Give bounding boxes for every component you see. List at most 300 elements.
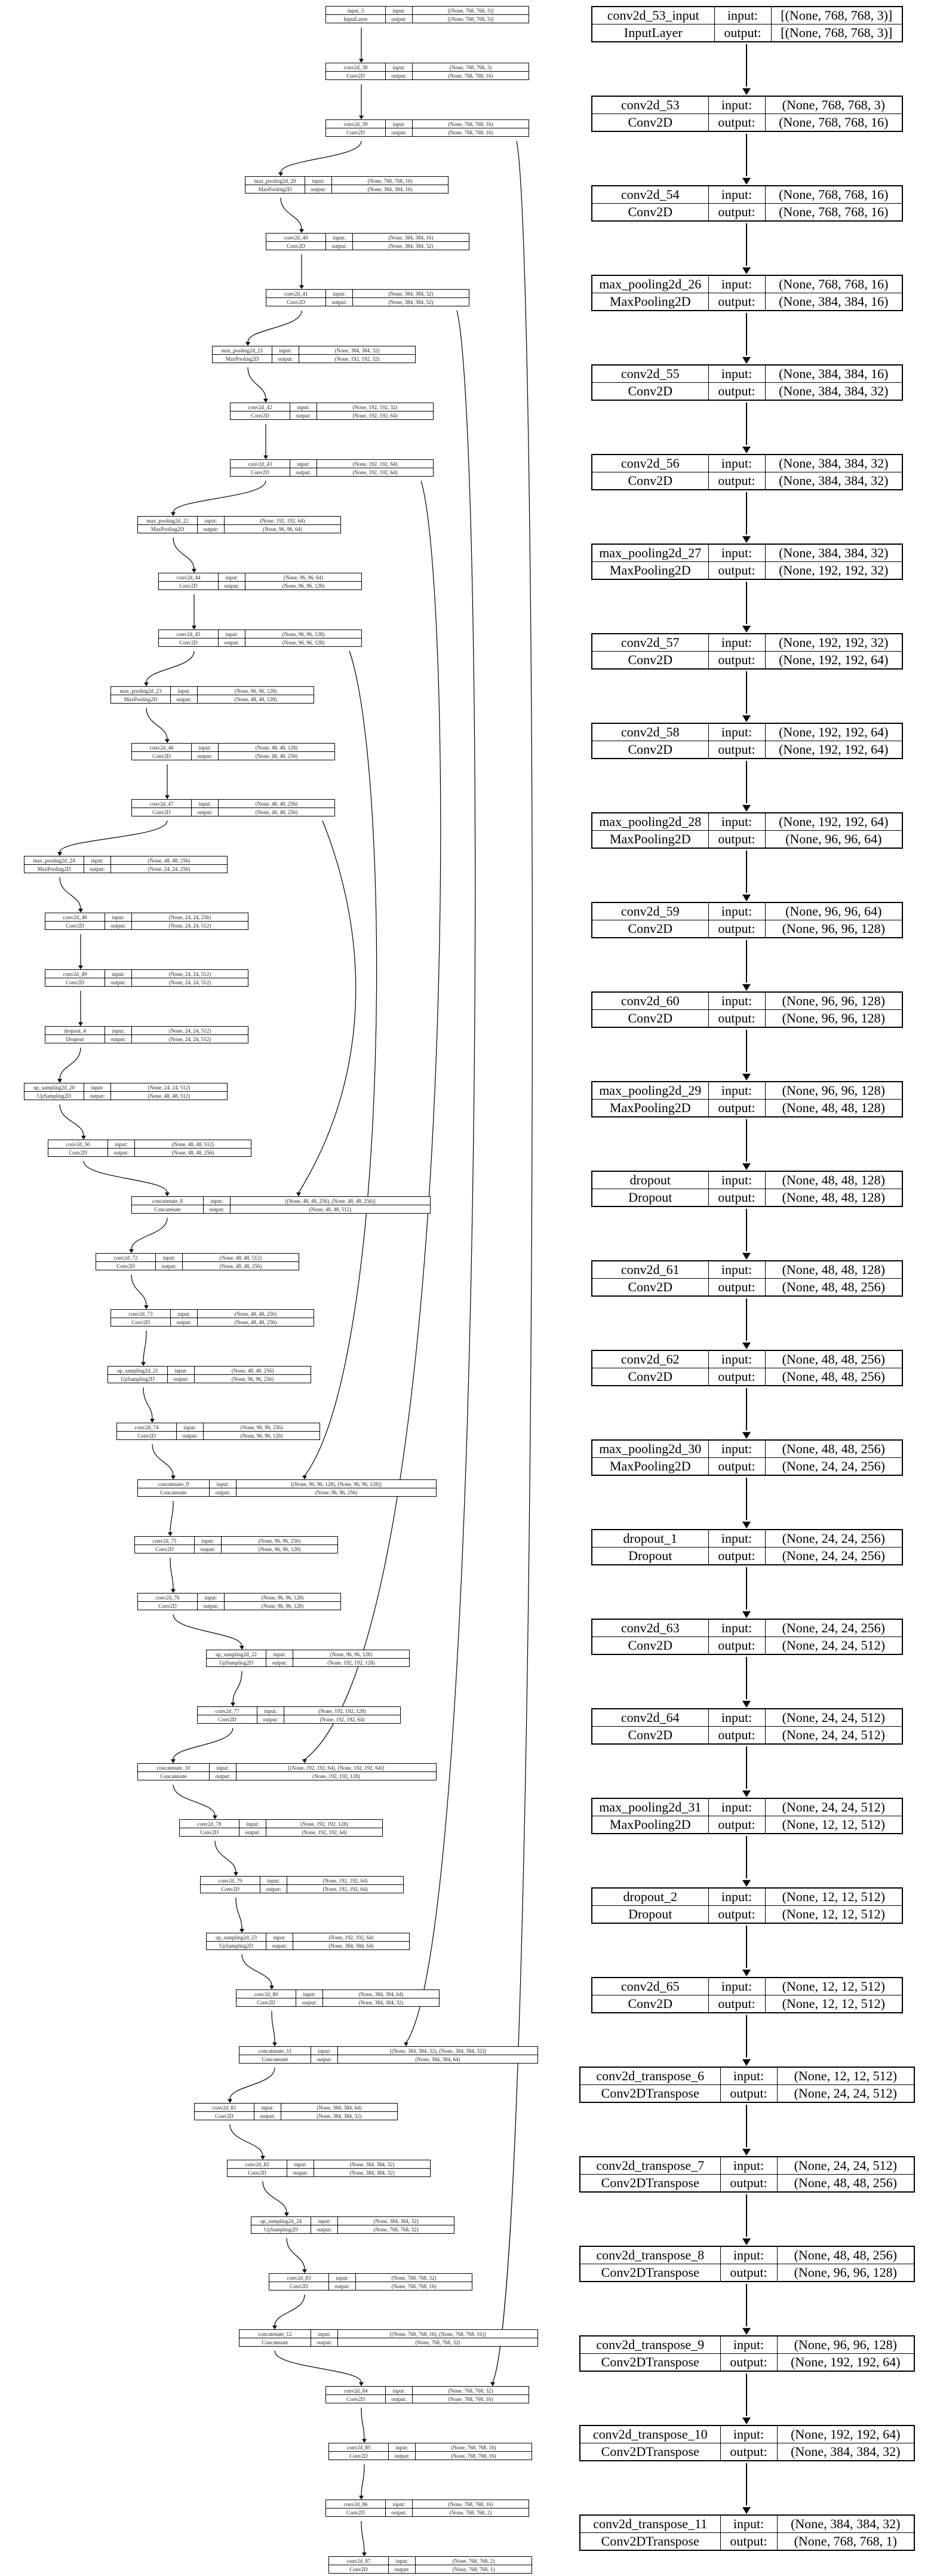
input-label: input: [105,1027,132,1035]
output-label: output: [386,2509,413,2517]
layer-name: concatenate_11 [239,2047,311,2055]
edge-left-11 [146,651,194,683]
input-label: input: [257,1707,284,1715]
edge-left-3 [281,198,302,229]
input-label: input: [156,1254,183,1262]
input-shape: (None, 48, 48, 256) [765,1440,902,1458]
layer-node-conv2d-75 [134,1536,338,1553]
output-label: output: [708,1279,765,1297]
edge-left-33 [236,1898,242,1929]
input-shape: (None, 384, 384, 16) [765,365,902,383]
edge-left-26 [170,1501,173,1533]
output-label: output: [389,2452,416,2460]
output-shape: (None, 96, 96, 64) [225,525,341,533]
input-label: input: [329,2274,356,2282]
layer-name: max_pooling2d_30 [592,1440,708,1458]
output-label: output: [708,1100,765,1117]
layer-type: Conv2D [592,1995,708,2013]
layer-type: Conv2DTranspose [580,2533,720,2551]
layer-name: conv2d_55 [592,365,708,383]
edge-left-12 [146,708,167,739]
input-shape: (None, 24, 24, 512) [132,1027,248,1035]
layer-type: Conv2D [592,1010,708,1028]
layer-name: max_pooling2d_31 [592,1798,708,1816]
edge-left-8 [173,481,266,512]
layer-type: Conv2D [592,652,708,670]
input-shape: (None, 96, 96, 128) [777,2336,914,2354]
output-shape: (None, 768, 768, 16) [413,2395,529,2403]
input-label: input: [386,7,413,15]
output-label: output: [708,1727,765,1745]
input-shape: (None, 384, 384, 64) [323,1990,440,1998]
layer-type: Conv2D [326,2395,386,2403]
arrow-right-16 [742,1522,751,1528]
output-shape: (None, 96, 96, 256) [195,1375,311,1383]
layer-node-concatenate-8 [131,1196,431,1214]
edge-left-30 [173,1728,233,1760]
layer-type: Dropout [592,1548,708,1565]
output-label: output: [296,1998,323,2007]
layer-name: max_pooling2d_27 [592,544,708,562]
edge-left-24 [143,1387,152,1419]
layer-node-conv2d-57 [591,633,903,670]
output-label: output: [708,383,765,401]
output-shape: (None, 24, 24, 256) [111,865,228,873]
input-shape: (None, 48, 48, 128) [219,744,335,752]
layer-name: conv2d_53_input [592,7,714,24]
output-shape: (None, 96, 96, 128) [777,2264,914,2282]
layer-node-dropout-1 [591,1529,903,1565]
input-shape: (None, 24, 24, 512) [132,970,248,978]
layer-name: conv2d_74 [117,1423,177,1432]
layer-node-conv2d-38 [325,63,529,80]
edge-left-43 [361,2464,364,2496]
output-shape: (None, 768, 768, 1) [777,2533,914,2551]
input-shape: (None, 768, 768, 16) [332,177,449,185]
output-label: output: [254,2112,281,2120]
input-label: input: [296,1990,323,1998]
input-shape: (None, 384, 384, 64) [281,2104,398,2112]
layer-type: Conv2D [592,204,708,222]
input-label: input: [720,2246,777,2264]
edge-left-42 [361,2408,364,2439]
layer-node-conv2d-77 [197,1706,401,1724]
input-label: input: [720,2515,777,2533]
edge-left-35 [272,2011,275,2043]
layer-node-conv2d-40 [266,233,469,250]
input-label: input: [84,856,111,865]
layer-type: Conv2D [592,114,708,132]
layer-type: Concatenate [239,2055,311,2064]
input-label: input: [272,346,299,355]
layer-node-conv2d-transpose-7 [579,2156,915,2193]
output-shape: (None, 192, 192, 32) [299,355,416,363]
input-shape: (None, 96, 96, 64) [245,573,362,582]
output-shape: (None, 768, 768, 32) [338,2225,454,2234]
layer-type: Conv2D [138,1602,198,1610]
layer-name: conv2d_39 [326,120,386,128]
output-label: output: [386,15,413,23]
layer-node-conv2d-47 [131,799,335,816]
layer-name: conv2d_46 [132,744,192,752]
input-shape: (None, 192, 192, 64) [765,723,902,741]
layer-node-conv2d-85 [328,2443,532,2460]
layer-node-conv2d-54 [591,185,903,222]
edge-left-39 [287,2238,305,2270]
output-label: output: [210,1772,236,1780]
input-shape: [(None, 768, 768, 3)] [771,7,902,24]
input-shape: (None, 12, 12, 512) [765,1978,902,1995]
layer-name: conv2d_transpose_11 [580,2515,720,2533]
input-label: input: [326,290,353,298]
layer-node-conv2d-59 [591,902,903,938]
arrow-right-15 [742,1432,751,1439]
layer-name: conv2d_41 [266,290,326,298]
layer-type: Conv2DTranspose [580,2085,720,2103]
input-shape: (None, 384, 384, 32) [765,544,902,562]
input-shape: (None, 12, 12, 512) [777,2067,914,2085]
output-label: output: [290,468,317,477]
input-shape: (None, 24, 24, 256) [132,913,248,922]
input-shape: (None, 192, 192, 64) [287,1877,404,1885]
output-shape: (None, 96, 96, 128) [245,638,362,647]
output-label: output: [720,2085,777,2103]
layer-name: conv2d_75 [135,1537,195,1545]
input-shape: (None, 384, 384, 32) [299,346,416,355]
output-shape: (None, 96, 96, 128) [765,1010,902,1028]
layer-node-up-sampling2d-22 [206,1650,410,1667]
arrow-right-7 [742,716,751,722]
input-shape: (None, 48, 48, 512) [135,1140,251,1149]
edge-left-28 [173,1614,242,1646]
input-shape: (None, 768, 768, 16) [765,275,902,293]
edge-left-2 [281,141,361,173]
input-label: input: [708,96,765,114]
edge-left-38 [263,2181,287,2213]
layer-type: Conv2D [326,2509,386,2517]
input-label: input: [708,455,765,472]
layer-type: Conv2D [198,1715,257,1724]
output-shape: (None, 48, 48, 256) [777,2175,914,2193]
layer-node-conv2d-49 [45,969,248,987]
layer-name: concatenate_8 [132,1197,204,1205]
layer-node-max-pooling2d-24 [24,856,228,873]
output-shape: (None, 384, 384, 32) [314,2169,431,2177]
layer-node-conv2d-53-input [591,6,903,42]
edge-left-44 [361,2521,364,2553]
arrow-right-3 [742,357,751,364]
arrow-right-20 [742,1880,751,1887]
layer-type: Conv2D [326,128,386,137]
output-label: output: [287,2169,314,2177]
layer-name: conv2d_73 [111,1310,171,1318]
layer-node-conv2d-76 [137,1593,341,1610]
input-shape: (None, 192, 192, 32) [317,403,434,412]
layer-name: dropout_4 [45,1027,105,1035]
layer-name: conv2d_61 [592,1261,708,1279]
arrow-right-17 [742,1611,751,1618]
layer-node-conv2d-74 [116,1423,320,1440]
input-shape: (None, 768, 768, 32) [413,2387,529,2395]
input-label: input: [708,186,765,204]
layer-node-conv2d-transpose-9 [579,2335,915,2372]
output-shape: (None, 48, 48, 128) [765,1100,902,1117]
layer-type: MaxPooling2D [138,525,198,533]
input-label: input: [708,1261,765,1279]
layer-name: conv2d_42 [231,403,290,412]
arrow-right-10 [742,984,751,991]
layer-name: conv2d_63 [592,1619,708,1637]
input-shape: (None, 768, 768, 16) [413,120,529,128]
layer-name: up_sampling2d_23 [207,1933,266,1942]
input-shape: (None, 768, 768, 32) [356,2274,472,2282]
input-label: input: [326,234,353,242]
layer-node-dropout [591,1171,903,1207]
layer-type: Conv2D [592,1368,708,1386]
arrow-right-6 [742,626,751,633]
layer-type: UpSampling2D [251,2225,311,2234]
input-label: input: [708,275,765,293]
output-shape: (None, 768, 768, 16) [765,204,902,222]
input-label: input: [287,2160,314,2169]
input-shape: (None, 24, 24, 512) [765,1709,902,1727]
layer-name: dropout_2 [592,1888,708,1906]
output-shape: (None, 768, 768, 1) [416,2565,532,2574]
input-label: input: [195,1537,222,1545]
output-label: output: [311,2055,338,2064]
layer-type: Conv2D [96,1262,156,1270]
output-label: output: [720,2264,777,2282]
arrow-right-21 [742,1970,751,1976]
output-shape: (None, 48, 48, 256) [198,1318,314,1327]
output-label: output: [290,412,317,420]
layer-type: Conv2D [269,2282,329,2291]
output-shape: (None, 96, 96, 128) [225,1602,341,1610]
layer-node-input-3 [325,6,529,23]
output-shape: (None, 48, 48, 512) [231,1205,431,1214]
input-label: input: [386,120,413,128]
output-shape: (None, 96, 96, 128) [245,582,362,590]
input-shape: (None, 192, 192, 64) [777,2425,914,2443]
input-label: input: [311,2330,338,2338]
arrow-right-13 [742,1253,751,1260]
output-label: output: [708,204,765,222]
input-label: input: [386,2500,413,2509]
input-shape: (None, 48, 48, 256) [111,856,228,865]
output-shape: (None, 48, 48, 512) [111,1092,228,1100]
layer-type: Conv2D [326,72,386,80]
output-label: output: [708,562,765,580]
layer-type: Conv2D [228,2169,287,2177]
output-shape: (None, 768, 768, 16) [765,114,902,132]
layer-type: Conv2D [195,2112,254,2120]
input-label: input: [708,723,765,741]
output-shape: (None, 768, 768, 16) [416,2452,532,2460]
input-label: input: [108,1140,135,1149]
layer-name: max_pooling2d_21 [213,346,272,355]
edge-left-23 [143,1331,146,1362]
input-label: input: [708,1530,765,1548]
input-shape: (None, 384, 384, 32) [338,2217,454,2225]
layer-name: up_sampling2d_21 [108,1367,168,1375]
layer-node-conv2d-transpose-11 [579,2514,915,2551]
input-label: input: [720,2425,777,2443]
output-label: output: [156,1262,183,1270]
output-label: output: [708,741,765,759]
layer-name: conv2d_80 [236,1990,296,1998]
layer-node-max-pooling2d-29 [591,1081,903,1117]
input-shape: (None, 96, 96, 128) [198,687,314,695]
arrow-right-9 [742,895,751,901]
layer-node-conv2d-83 [269,2273,472,2291]
input-label: input: [290,460,317,468]
input-label: input: [290,403,317,412]
input-shape: (None, 96, 96, 128) [293,1650,410,1659]
output-label: output: [389,2565,416,2574]
output-label: output: [386,2395,413,2403]
output-shape: (None, 96, 96, 64) [765,831,902,849]
input-shape: (None, 384, 384, 32) [314,2160,431,2169]
edge-left-36 [230,2068,275,2099]
input-label: input: [708,365,765,383]
input-label: input: [192,744,219,752]
output-shape: (None, 24, 24, 256) [765,1548,902,1565]
input-label: input: [708,1619,765,1637]
layer-type: Conv2D [135,1545,195,1553]
input-shape: (None, 192, 192, 64) [317,460,434,468]
input-label: input: [305,177,332,185]
layer-node-conv2d-79 [200,1876,404,1893]
output-label: output: [708,1368,765,1386]
input-label: input: [708,813,765,831]
input-label: input: [311,2217,338,2225]
layer-node-up-sampling2d-20 [24,1083,228,1100]
output-label: output: [219,638,245,647]
input-label: input: [708,1888,765,1906]
edge-left-9 [173,538,194,569]
output-label: output: [171,1318,198,1327]
input-shape: (None, 48, 48, 128) [765,1261,902,1279]
arrow-right-0 [742,88,751,95]
layer-type: Dropout [592,1189,708,1207]
input-label: input: [239,1820,266,1828]
output-label: output: [714,24,771,42]
layer-name: conv2d_44 [159,573,219,582]
output-label: output: [329,2282,356,2291]
layer-type: Concatenate [132,1205,204,1214]
input-label: input: [708,544,765,562]
edge-left-20 [84,1161,167,1193]
layer-name: concatenate_12 [239,2330,311,2338]
input-shape: (None, 384, 384, 32) [765,455,902,472]
layer-name: conv2d_transpose_10 [580,2425,720,2443]
layer-name: conv2d_50 [48,1140,108,1149]
skip-edge-1 [406,311,475,2043]
input-label: input: [720,2157,777,2175]
input-shape: (None, 48, 48, 256) [198,1310,314,1318]
output-shape: (None, 192, 192, 128) [293,1659,410,1667]
layer-name: conv2d_53 [592,96,708,114]
layer-node-conv2d-64 [591,1708,903,1745]
input-shape: (None, 768, 768, 16) [765,186,902,204]
layer-type: MaxPooling2D [24,865,84,873]
output-shape: (None, 24, 24, 256) [765,1458,902,1476]
layer-node-conv2d-86 [325,2500,529,2517]
layer-type: UpSampling2D [207,1659,266,1667]
layer-type: Conv2D [231,468,290,477]
arrow-right-2 [742,268,751,274]
layer-node-max-pooling2d-30 [591,1439,903,1476]
layer-node-conv2d-55 [591,364,903,401]
layer-type: Conv2D [117,1432,177,1440]
output-shape: (None, 192, 192, 128) [236,1772,437,1780]
layer-node-up-sampling2d-21 [107,1366,311,1383]
layer-name: conv2d_49 [45,970,105,978]
layer-node-conv2d-39 [325,119,529,137]
output-shape: (None, 384, 384, 32) [765,383,902,401]
layer-node-conv2d-transpose-6 [579,2067,915,2103]
layer-node-conv2d-62 [591,1350,903,1386]
output-shape: (None, 48, 48, 128) [198,695,314,704]
arrow-right-26 [742,2418,751,2424]
output-label: output: [266,1942,293,1950]
layer-name: concatenate_10 [138,1764,210,1772]
layer-node-concatenate-10 [137,1763,437,1780]
layer-node-dropout-2 [591,1887,903,1924]
output-shape: (None, 768, 768, 16) [413,72,529,80]
layer-name: conv2d_77 [198,1707,257,1715]
layer-name: conv2d_59 [592,902,708,920]
layer-node-conv2d-50 [48,1140,251,1157]
edge-left-21 [131,1218,167,1249]
input-label: input: [708,1171,765,1189]
layer-type: Conv2D [48,1149,108,1157]
arrow-right-11 [742,1074,751,1080]
layer-name: conv2d_65 [592,1978,708,1995]
layer-type: Conv2D [159,638,219,647]
output-label: output: [708,1906,765,1924]
input-label: input: [708,1709,765,1727]
edge-left-29 [233,1671,242,1703]
arrow-right-25 [742,2328,751,2335]
layer-node-conv2d-87 [328,2556,532,2574]
output-shape: (None, 384, 384, 64) [293,1942,410,1950]
layer-type: Conv2D [592,1279,708,1297]
edge-left-32 [215,1841,236,1872]
input-shape: (None, 24, 24, 512) [111,1083,228,1092]
layer-node-concatenate-11 [239,2046,538,2064]
input-label: input: [219,630,245,638]
input-label: input: [386,2387,413,2395]
input-label: input: [198,517,225,525]
layer-node-conv2d-transpose-8 [579,2246,915,2282]
layer-type: Conv2D [180,1828,239,1837]
edge-left-41 [275,2351,361,2382]
layer-type: MaxPooling2D [245,185,305,194]
edge-left-14 [60,821,167,852]
input-label: input: [204,1197,231,1205]
output-label: output: [108,1149,135,1157]
layer-node-conv2d-60 [591,991,903,1028]
output-shape: (None, 192, 192, 32) [765,562,902,580]
layer-node-conv2d-41 [266,289,469,306]
output-label: output: [708,831,765,849]
layer-name: max_pooling2d_29 [592,1082,708,1100]
output-shape: (None, 96, 96, 128) [765,920,902,938]
input-shape: (None, 192, 192, 128) [266,1820,383,1828]
input-shape: (None, 192, 192, 32) [765,634,902,652]
layer-type: Dropout [592,1906,708,1924]
